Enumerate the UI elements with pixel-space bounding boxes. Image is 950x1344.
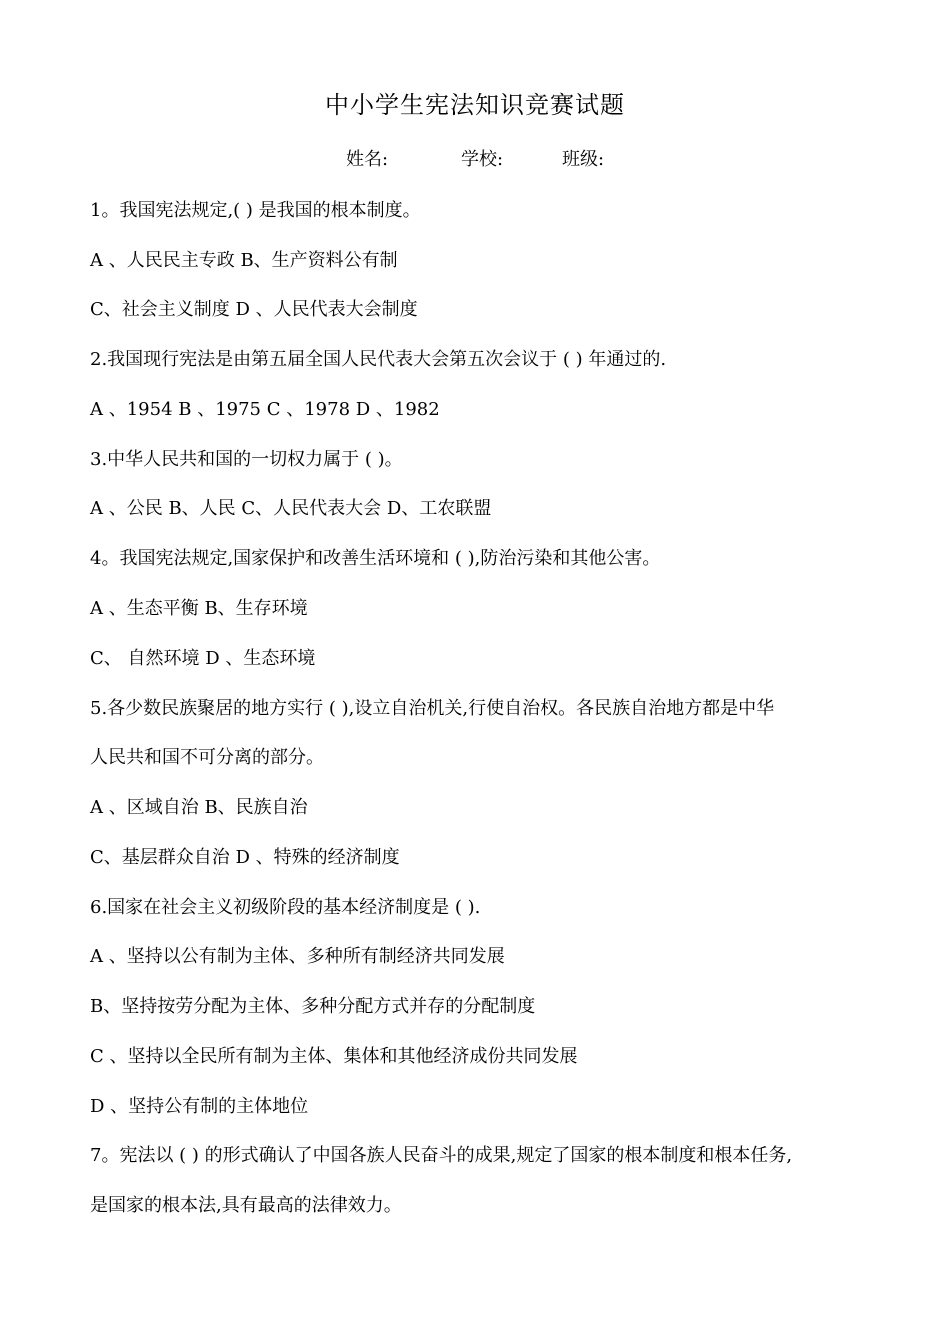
question-6-option-c: C 、坚持以全民所有制为主体、集体和其他经济成份共同发展 xyxy=(90,1046,578,1067)
question-4: 4。我国宪法规定,国家保护和改善生活环境和 ( ),防治污染和其他公害。 xyxy=(90,548,661,569)
question-3-options: A 、公民 B、人民 C、人民代表大会 D、工农联盟 xyxy=(90,498,492,519)
question-5-continued: 人民共和国不可分离的部分。 xyxy=(90,747,324,768)
question-6-option-a: A 、坚持以公有制为主体、多种所有制经济共同发展 xyxy=(90,946,505,967)
question-5-options-cd: C、基层群众自治 D 、特殊的经济制度 xyxy=(90,847,400,868)
question-1-options-ab: A 、人民民主专政 B、生产资料公有制 xyxy=(90,250,398,271)
question-3: 3.中华人民共和国的一切权力属于 ( )。 xyxy=(90,449,403,470)
question-5-options-ab: A 、区域自治 B、民族自治 xyxy=(90,797,308,818)
question-6-option-b: B、坚持按劳分配为主体、多种分配方式并存的分配制度 xyxy=(90,996,536,1017)
question-1-options-cd: C、社会主义制度 D 、人民代表大会制度 xyxy=(90,299,418,320)
question-2-options: A 、1954 B 、1975 C 、1978 D 、1982 xyxy=(90,399,440,420)
question-5: 5.各少数民族聚居的地方实行 ( ),设立自治机关,行使自治权。各民族自治地方都是中华 xyxy=(90,698,775,719)
school-field-label: 学校: xyxy=(461,149,504,170)
name-field-label: 姓名: xyxy=(346,149,389,170)
question-6-option-d: D 、坚持公有制的主体地位 xyxy=(90,1096,309,1117)
question-6: 6.国家在社会主义初级阶段的基本经济制度是 ( ). xyxy=(90,897,481,918)
question-7: 7。宪法以 ( ) 的形式确认了中国各族人民奋斗的成果,规定了国家的根本制度和根本任务, xyxy=(90,1145,793,1166)
question-1: 1。我国宪法规定,( ) 是我国的根本制度。 xyxy=(90,200,421,221)
page-title: 中小学生宪法知识竞赛试题 xyxy=(325,91,625,119)
question-2: 2.我国现行宪法是由第五届全国人民代表大会第五次会议于 ( ) 年通过的. xyxy=(90,349,667,370)
class-field-label: 班级: xyxy=(562,149,605,170)
student-info-row xyxy=(0,146,950,174)
question-4-options-cd: C、 自然环境 D 、生态环境 xyxy=(90,648,316,669)
question-4-options-ab: A 、生态平衡 B、生存环境 xyxy=(90,598,308,619)
question-7-continued: 是国家的根本法,具有最高的法律效力。 xyxy=(90,1195,402,1216)
